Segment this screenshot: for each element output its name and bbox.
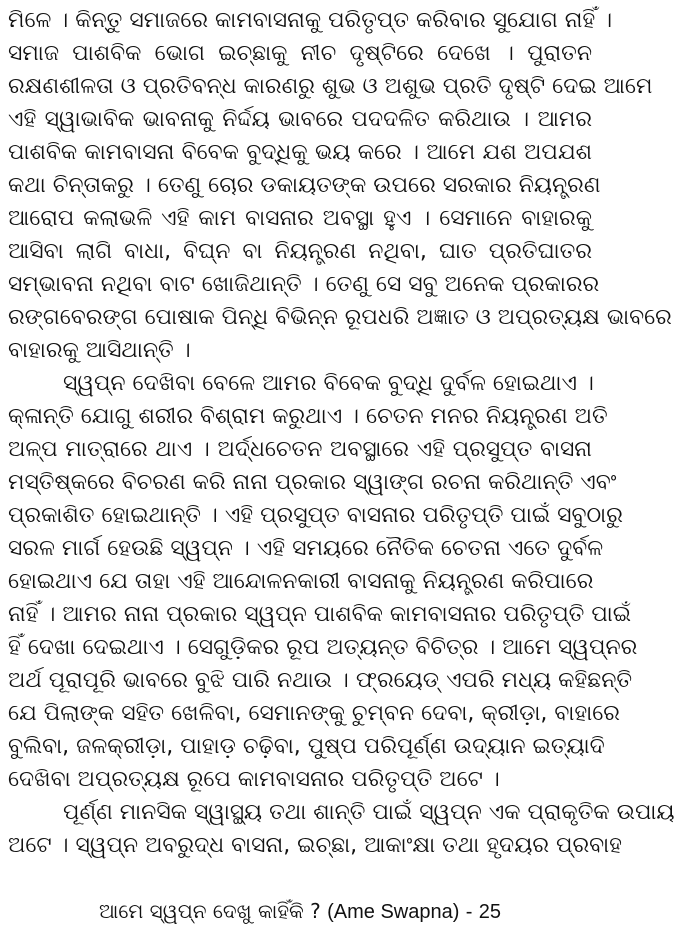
text-line: କଥା ଚିନ୍ତାକରୁ । ତେଣୁ ଚୋର ଡକାୟତଙ୍କ ଉପରେ ସରକାର ନିୟନ୍ତ୍ରଣ <box>8 173 601 198</box>
book-title-latin: (Ame Swapna) <box>327 901 460 923</box>
paragraph-start-line: ସ୍ୱପ୍ନ ଦେଖିବା ବେଳେ ଆମର ବିବେକ ବୁଦ୍ଧି ଦୁର୍ବଳ ହୋଇଥାଏ । <box>63 371 594 396</box>
text-line: ମିଳେ । କିନ୍ତୁ ସମାଜରେ କାମବାସନାକୁ ପରିତୃପ୍ତ କରିବାର ସୁଯୋଗ ନାହିଁ । <box>8 8 613 33</box>
text-line: ଦେଖିବା ଅପ୍ରତ୍ୟକ୍ଷ ରୂପେ କାମବାସନାର ପରିତୃପ୍ତି ଅଟେ । <box>8 767 500 792</box>
text-line: କ୍ଳାନ୍ତି ଯୋଗୁ ଶରୀର ବିଶ୍ରାମ କରୁଥାଏ । ଚେତନ ମନର ନିୟନ୍ତ୍ରଣ ଅତି <box>8 404 608 429</box>
text-line: ଅଳ୍ପ ମାତ୍ରାରେ ଥାଏ । ଅର୍ଦ୍ଧଚେତନ ଅବସ୍ଥାରେ ଏହି ପ୍ରସୁପ୍ତ ବାସନା <box>8 437 592 462</box>
text-line: ଏହି ସ୍ୱାଭାବିକ ଭାବନାକୁ ନିର୍ଦ୍ଦୟ ଭାବରେ ପଦଦଳିତ କରିଥାଉ । ଆମର <box>8 107 592 132</box>
text-line: ସମ୍ଭାବନା ନଥିବା ବାଟ ଖୋଜିଥାନ୍ତି । ତେଣୁ ସେ ସବୁ ଅନେକ ପ୍ରକାରର <box>8 272 600 297</box>
text-line: ଅର୍ଥ ପୂରାପୂରି ଭାବରେ ବୁଝି ପାରି ନଥାଉ । ଫ୍ରୟେଡ୍ ଏପରି ମଧ୍ୟ କହିଛନ୍ତି <box>8 668 633 693</box>
text-line: ଆରୋପ କଲାଭଳି ଏହି କାମ ବାସନାର ଅବସ୍ଥା ହୁଏ । ସେମାନେ ବାହାରକୁ <box>8 206 592 231</box>
text-line: ଆସିବା ଲାଗି ବାଧା, ବିଘ୍ନ ବା ନିୟନ୍ତ୍ରଣ ନଥିବା, ଘାତ ପ୍ରତିଘାତର <box>8 239 592 264</box>
page-footer <box>0 896 600 927</box>
text-line: ବାହାରକୁ ଆସିଥାନ୍ତି । <box>8 338 191 363</box>
paragraph-start-line: ପୂର୍ଣ୍ଣ ମାନସିକ ସ୍ୱାସ୍ଥ୍ୟ ତଥା ଶାନ୍ତି ପାଇଁ ସ୍ୱପ୍ନ ଏକ ପ୍ରାକୃତିକ ଉପାୟ <box>63 800 675 825</box>
body-text <box>8 4 675 862</box>
text-line: ସମାଜ ପାଶବିକ ଭୋଗ ଇଚ୍ଛାକୁ ନୀଚ ଦୃଷ୍ଟିରେ ଦେଖେ । ପୁରାତନ <box>8 41 592 66</box>
text-line: ରଙ୍ଗବେରଙ୍ଗ ପୋଷାକ ପିନ୍ଧି ବିଭିନ୍ନ ରୂପଧରି ଅଜ୍ଞାତ ଓ ଅପ୍ରତ୍ୟକ୍ଷ ଭାବରେ <box>8 305 672 330</box>
book-title-odia: ଆମେ ସ୍ୱପ୍ନ ଦେଖୁ କାହିଁକି ? <box>98 899 321 923</box>
text-line: ସରଳ ମାର୍ଗ ହେଉଛି ସ୍ୱପ୍ନ । ଏହି ସମୟରେ ନୈତିକ ଚେତନା ଏତେ ଦୁର୍ବଳ <box>8 536 604 561</box>
text-line: ନାହିଁ । ଆମର ନାନା ପ୍ରକାର ସ୍ୱପ୍ନ ପାଶବିକ କାମବାସନାର ପରିତୃପ୍ତି ପାଇଁ <box>8 602 632 627</box>
text-line: ମସ୍ତିଷ୍କରେ ବିଚରଣ କରି ନାନା ପ୍ରକାର ସ୍ୱାଙ୍ଗ ରଚନା କରିଥାନ୍ତି ଏବଂ <box>8 470 617 495</box>
text-line: ହିଁ ଦେଖା ଦେଇଥାଏ । ସେଗୁଡ଼ିକର ରୂପ ଅତ୍ୟନ୍ତ ବିଚିତ୍ର । ଆମେ ସ୍ୱପ୍ନର <box>8 635 638 660</box>
text-line: ପାଶବିକ କାମବାସନା ବିବେକ ବୁଦ୍ଧିକୁ ଭୟ କରେ । ଆମେ ଯଶ ଅପଯଶ <box>8 140 592 165</box>
text-line: ଅଟେ । ସ୍ୱପ୍ନ ଅବରୁଦ୍ଧ ବାସନା, ଇଚ୍ଛା, ଆକାଂକ୍ଷା ତଥା ହୃଦୟର ପ୍ରବାହ <box>8 833 622 858</box>
text-line: ହୋଇଥାଏ ଯେ ତାହା ଏହି ଆନ୍ଦୋଳନକାରୀ ବାସନାକୁ ନିୟନ୍ତ୍ରଣ କରିପାରେ <box>8 569 594 594</box>
footer-separator: - <box>465 901 473 923</box>
text-line: ପ୍ରକାଶିତ ହୋଇଥାନ୍ତି । ଏହି ପ୍ରସୁପ୍ତ ବାସନାର ପରିତୃପ୍ତି ପାଇଁ ସବୁଠାରୁ <box>8 503 623 528</box>
text-line: ବୁଲିବା, ଜଳକ୍ରୀଡ଼ା, ପାହାଡ଼ ଚଢ଼ିବା, ପୁଷ୍ପ ପରିପୂର୍ଣ୍ଣ ଉଦ୍ୟାନ ଇତ୍ୟାଦି <box>8 734 605 759</box>
text-line: ରକ୍ଷଣଶୀଳତା ଓ ପ୍ରତିବନ୍ଧ କାରଣରୁ ଶୁଭ ଓ ଅଶୁଭ ପ୍ରତି ଦୃଷ୍ଟି ଦେଇ ଆମେ <box>8 74 653 99</box>
text-line: ଯେ ପିଲାଙ୍କ ସହିତ ଖେଳିବା, ସେମାନଙ୍କୁ ଚୁମ୍ବନ ଦେବା, କ୍ରୀଡ଼ା, ବାହାରେ <box>8 701 620 726</box>
page-number: 25 <box>478 901 502 923</box>
